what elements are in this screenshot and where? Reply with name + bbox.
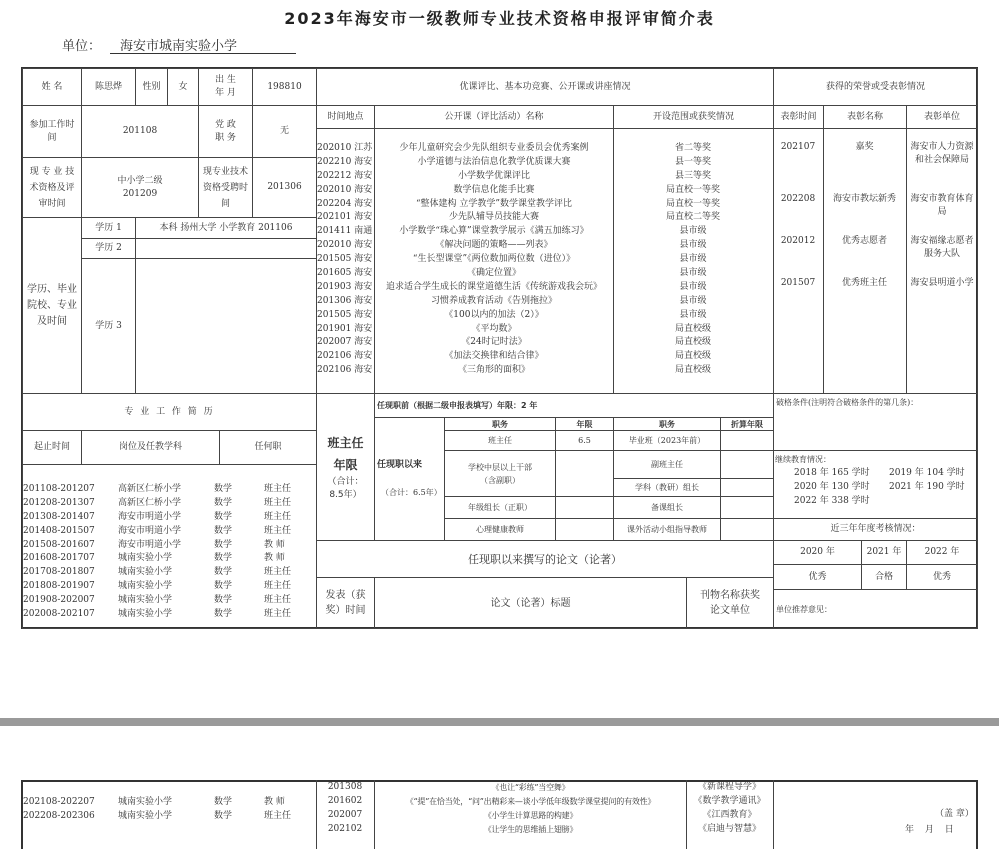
lesson-time: 202010 海安 xyxy=(317,240,373,251)
date-line: 年 月 日 xyxy=(905,825,954,835)
resume-cell: 201308-201407 xyxy=(23,511,95,522)
resume-title: 专 业 工 作 简 历 xyxy=(22,393,317,431)
lesson-row xyxy=(317,253,773,267)
lesson-result: 局直校二等奖 xyxy=(665,212,720,223)
honor-time: 202107 xyxy=(780,142,816,152)
lesson-time: 202010 海安 xyxy=(317,184,373,195)
resume-cell: 城南实验小学 xyxy=(118,595,173,606)
continuing-item: 2021 年 190 学时 xyxy=(889,482,965,492)
recommendation-label: 单位推荐意见： xyxy=(773,589,978,629)
honor-unit: 海安县明道小学 xyxy=(910,278,974,288)
lesson-time: 202106 海安 xyxy=(317,351,373,362)
resume-row xyxy=(23,566,313,580)
resume-cell: 城南实验小学 xyxy=(118,581,173,592)
honors-col-name xyxy=(823,128,907,394)
unit-label: 单位： xyxy=(62,39,102,54)
duty-deputy-head-teacher: 副班主任 xyxy=(613,450,721,479)
gender-value: 女 xyxy=(167,68,199,106)
resume-cell: 教 师 xyxy=(264,797,285,807)
honor-unit: 海安市教育体育局 xyxy=(910,194,974,217)
resume-header-role: 任何职 xyxy=(219,430,317,465)
assessment-result: 优秀 xyxy=(906,564,978,590)
lesson-time: 201605 海安 xyxy=(317,268,373,279)
honor-name: 嘉奖 xyxy=(855,142,874,152)
assessment-result: 合格 xyxy=(861,564,907,590)
grade-leader-years xyxy=(555,496,614,519)
lesson-result: 局直校级 xyxy=(674,337,711,348)
lesson-row xyxy=(317,281,773,295)
lesson-time: 201505 海安 xyxy=(317,309,373,320)
lesson-time: 202101 海安 xyxy=(317,212,373,223)
lesson-row xyxy=(317,309,773,323)
lesson-row xyxy=(317,184,773,198)
honor-time: 202012 xyxy=(780,236,816,246)
paper-title: 《也让“彩练”当空舞》 xyxy=(491,783,570,792)
lesson-result: 县一等奖 xyxy=(674,156,711,167)
paper-journal: 《启迪与智慧》 xyxy=(697,824,761,834)
honor-time: 201507 xyxy=(780,278,816,288)
lesson-result: 县市级 xyxy=(679,295,707,306)
lesson-time: 202010 江苏 xyxy=(317,143,373,153)
lesson-time: 201505 海安 xyxy=(317,254,373,265)
resume-cell: 数学 xyxy=(214,539,233,550)
lesson-result: 县市级 xyxy=(679,309,707,320)
lessons-list xyxy=(317,142,773,378)
lesson-result: 局直校一等奖 xyxy=(665,184,720,195)
lesson-time: 201411 南通 xyxy=(317,226,373,237)
lesson-result: 县三等奖 xyxy=(674,170,711,181)
resume-cell: 高新区仁桥小学 xyxy=(118,497,182,508)
lesson-name: “整体建构 立学教学”数学课堂教学评比 xyxy=(415,198,573,209)
party-value: 无 xyxy=(252,105,317,158)
resume-row xyxy=(23,497,313,511)
lessons-header-time: 时间地点 xyxy=(316,105,375,129)
honors-header-name: 表彰名称 xyxy=(823,105,907,129)
lesson-name: 数学信息化能手比赛 xyxy=(453,184,535,195)
qualification-label: 现 专 业 技术资格及评审时间 xyxy=(22,157,82,218)
education-label: 学历、毕业院校、专业及时间 xyxy=(22,217,82,394)
since-total: （合计：6.5年） xyxy=(381,488,442,497)
resume-cell: 班主任 xyxy=(264,511,292,522)
honors-title: 获得的荣誉或受表彰情况 xyxy=(773,68,978,106)
qualification-cell xyxy=(81,157,199,218)
resume-cell: 数学 xyxy=(214,484,233,494)
resume-cell: 201508-201607 xyxy=(23,539,95,550)
gender-label: 性别 xyxy=(135,68,168,106)
lesson-time: 202204 海安 xyxy=(317,198,373,209)
resume-cell: 班主任 xyxy=(264,497,292,508)
continuing-item: 2022 年 338 学时 xyxy=(794,496,870,506)
edu1-label: 学历 1 xyxy=(81,217,136,239)
years-header: 年限 xyxy=(555,417,614,431)
resume-header-period: 起止时间 xyxy=(22,430,82,465)
document-title: 2023年海安市一级教师专业技术资格申报评审简介表 xyxy=(284,9,715,28)
resume-cell: 高新区仁桥小学 xyxy=(118,484,182,494)
work-start-label: 参加工作时间 xyxy=(22,105,82,158)
continuing-item: 2020 年 130 学时 xyxy=(794,482,870,492)
resume-cell: 城南实验小学 xyxy=(118,797,173,807)
psych-years xyxy=(555,518,614,541)
honors-col-time xyxy=(773,128,824,394)
resume-row xyxy=(23,511,313,525)
resume-cell: 海安市明道小学 xyxy=(118,525,182,536)
resume-cell: 202208-202306 xyxy=(23,810,95,821)
edu2-value xyxy=(135,238,317,259)
lesson-result: 局直校一等奖 xyxy=(665,198,720,209)
resume-cell: 数学 xyxy=(214,609,233,620)
continuing-item: 2019 年 104 学时 xyxy=(889,468,965,478)
lesson-time: 201306 海安 xyxy=(317,295,373,306)
lesson-name: 习惯养成教育活动《告别拖拉》 xyxy=(430,295,557,306)
lesson-time: 202106 海安 xyxy=(317,365,373,376)
resume-cell: 教 师 xyxy=(264,553,285,564)
paper-date: 201308 xyxy=(327,782,363,792)
honors-header-time: 表彰时间 xyxy=(773,105,824,129)
lesson-name: 小学数学“珠心算”课堂教学展示《满五加练习》 xyxy=(399,226,589,237)
resume-cell: 数学 xyxy=(214,567,233,578)
head-teacher-title: 班主任年限 xyxy=(327,436,364,472)
resume-cell: 201108-201207 xyxy=(23,484,95,494)
duty-graduating-class: 毕业班（2023年前） xyxy=(613,430,721,451)
lesson-row xyxy=(317,142,773,156)
duty-header-1: 职务 xyxy=(444,417,556,431)
duty-school-cadre: 学校中层以上干部（含副职） xyxy=(444,450,556,497)
edu3-value xyxy=(135,258,317,394)
lesson-result: 省二等奖 xyxy=(674,143,711,153)
since-cell xyxy=(374,417,445,541)
lesson-name: “生长型课堂”《两位数加两位数（进位）》 xyxy=(412,254,576,265)
head-teacher-cell xyxy=(316,393,375,541)
lesson-name: 《平均数》 xyxy=(471,323,517,334)
resume-row xyxy=(23,483,313,497)
resume-cell: 数学 xyxy=(214,581,233,592)
head-teacher-years: 6.5 xyxy=(555,430,614,451)
edu1-value: 本科 扬州大学 小学教育 201106 xyxy=(135,217,317,239)
resume-cell: 202008-202107 xyxy=(23,609,95,620)
lesson-name: 《24时记时法》 xyxy=(461,337,527,348)
lesson-result: 县市级 xyxy=(679,254,707,265)
resume-cell: 海安市明道小学 xyxy=(118,511,182,522)
resume-cell: 201608-201707 xyxy=(23,553,95,564)
lesson-name: 小学数学优课评比 xyxy=(457,170,530,181)
converted-years-header: 折算年限 xyxy=(720,417,774,431)
papers-header-title: 论文（论著）标题 xyxy=(374,577,687,629)
resume-row xyxy=(23,608,313,622)
resume-cell: 数学 xyxy=(214,553,233,564)
lesson-result: 局直校级 xyxy=(674,323,711,334)
qualification-date: 201209 xyxy=(122,188,158,199)
lesson-row xyxy=(317,336,773,350)
papers-header-journal: 刊物名称获奖论文单位 xyxy=(686,577,774,629)
honor-unit: 海安福缘志愿者服务大队 xyxy=(910,236,974,259)
paper-title: 《“提”在恰当处，“问”出精彩来—谈小学低年级数学课堂提问的有效性》 xyxy=(405,797,656,806)
duty-lesson-prep-leader: 备课组长 xyxy=(613,496,721,519)
resume-cell: 202108-202207 xyxy=(23,797,95,807)
resume-cell: 数学 xyxy=(214,525,233,536)
paper-journal: 《数学教学通讯》 xyxy=(693,796,766,806)
honors-col-unit xyxy=(906,128,978,394)
paper-date: 202102 xyxy=(327,824,363,834)
continuing-education xyxy=(773,450,978,519)
paper-title: 《小学生计算思路的构建》 xyxy=(483,811,578,820)
paper-title: 《让学生的思维插上翅膀》 xyxy=(483,825,578,834)
lesson-row xyxy=(317,364,773,378)
lesson-name: 《100以内的加法（2）》 xyxy=(444,309,544,320)
lesson-name: 少年儿童研究会少先队组织专业委员会优秀案例 xyxy=(399,143,589,153)
converted-years-5 xyxy=(720,518,774,541)
honor-name: 优秀志愿者 xyxy=(841,236,887,246)
converted-years-3 xyxy=(720,478,774,497)
resume-cell: 数学 xyxy=(214,595,233,606)
lesson-result: 县市级 xyxy=(679,226,707,237)
lesson-name: 《解决问题的策略——列表》 xyxy=(435,240,553,251)
hire-value: 201306 xyxy=(252,157,317,218)
edu2-label: 学历 2 xyxy=(81,238,136,259)
lesson-name: 小学道德与法治信息化教学优质课大赛 xyxy=(417,156,571,167)
resume-row xyxy=(23,580,313,594)
papers-header-time: 发表（获奖）时间 xyxy=(316,577,375,629)
lesson-row xyxy=(317,211,773,225)
honor-unit: 海安市人力资源和社会保障局 xyxy=(910,142,974,165)
lesson-time: 201901 海安 xyxy=(317,323,373,334)
paper-journal: 《江西教育》 xyxy=(702,810,757,820)
page-separator xyxy=(0,718,999,726)
honors-header-unit: 表彰单位 xyxy=(906,105,978,129)
assessment-year: 2020 年 xyxy=(773,540,862,565)
since-label: 任现职以来 xyxy=(377,460,423,470)
lesson-time: 202210 海安 xyxy=(317,156,373,167)
head-teacher-total: （合计：8.5年） xyxy=(327,477,364,500)
qualification-value: 中小学二级 xyxy=(117,175,163,186)
party-label: 党 政 职 务 xyxy=(198,105,253,158)
lesson-name: 《三角形的面积》 xyxy=(457,365,530,376)
duty-activity-instructor: 课外活动小组指导教师 xyxy=(613,518,721,541)
converted-years-2 xyxy=(720,450,774,479)
resume-cell: 班主任 xyxy=(264,609,292,620)
resume-cell: 城南实验小学 xyxy=(118,609,173,620)
resume-cell: 海安市明道小学 xyxy=(118,539,182,550)
papers-title: 任现职以来撰写的论文（论著） xyxy=(316,540,774,578)
duty-grade-leader: 年级组长（正职） xyxy=(444,496,556,519)
resume-list-continued xyxy=(23,796,313,824)
work-start-value: 201108 xyxy=(81,105,199,158)
resume-header-post: 岗位及任教学科 xyxy=(81,430,220,465)
birth-label: 出 生 年 月 xyxy=(198,68,253,106)
lesson-row xyxy=(317,267,773,281)
resume-cell: 数学 xyxy=(214,810,233,821)
converted-years-1 xyxy=(720,430,774,451)
resume-list xyxy=(23,483,313,622)
lesson-row xyxy=(317,198,773,212)
lesson-row xyxy=(317,350,773,364)
lesson-name: 少先队辅导员技能大赛 xyxy=(448,212,539,223)
lesson-result: 县市级 xyxy=(679,281,707,292)
resume-cell: 数学 xyxy=(214,797,233,807)
lesson-name: 《加法交换律和结合律》 xyxy=(444,351,544,362)
resume-cell: 班主任 xyxy=(264,581,292,592)
lesson-result: 局直校级 xyxy=(674,351,711,362)
paper-date: 202007 xyxy=(327,810,363,820)
assessment-result: 优秀 xyxy=(773,564,862,590)
hire-label: 现专业技术资格受聘时间 xyxy=(198,157,253,218)
divider xyxy=(773,780,774,849)
lesson-time: 201903 海安 xyxy=(317,281,373,292)
resume-row xyxy=(23,552,313,566)
duty-header-2: 职务 xyxy=(613,417,721,431)
continuing-item: 2018 年 165 学时 xyxy=(794,468,870,478)
lesson-row xyxy=(317,156,773,170)
resume-cell: 城南实验小学 xyxy=(118,567,173,578)
assessment-label: 近三年年度考核情况： xyxy=(773,518,978,541)
duty-psych-teacher: 心理健康教师 xyxy=(444,518,556,541)
lesson-row xyxy=(317,295,773,309)
name-label: 姓 名 xyxy=(22,68,82,106)
lesson-name: 追求适合学生成长的课堂道德生活《传统游戏我会玩》 xyxy=(385,281,602,292)
lesson-row xyxy=(317,225,773,239)
resume-cell: 201708-201807 xyxy=(23,567,95,578)
resume-cell: 班主任 xyxy=(264,567,292,578)
name-value: 陈思烨 xyxy=(81,68,136,106)
resume-row xyxy=(23,796,313,810)
resume-cell: 201408-201507 xyxy=(23,525,95,536)
resume-row xyxy=(23,525,313,539)
lessons-header-name: 公开课（评比活动）名称 xyxy=(374,105,614,129)
resume-row xyxy=(23,539,313,553)
birth-value: 198810 xyxy=(252,68,317,106)
resume-row xyxy=(23,594,313,608)
cadre-years xyxy=(555,450,614,497)
lesson-time: 202007 海安 xyxy=(317,337,373,348)
lesson-row xyxy=(317,170,773,184)
lesson-time: 202212 海安 xyxy=(317,170,373,181)
lessons-header-result: 开设范围或获奖情况 xyxy=(613,105,774,129)
lesson-result: 县市级 xyxy=(679,240,707,251)
resume-cell: 201908-202007 xyxy=(23,595,95,606)
converted-years-4 xyxy=(720,496,774,519)
honor-name: 海安市教坛新秀 xyxy=(832,194,896,204)
exception-conditions: 破格条件(注明符合破格条件的第几条)： xyxy=(773,393,978,451)
resume-cell: 班主任 xyxy=(264,595,292,606)
resume-cell: 数学 xyxy=(214,497,233,508)
resume-cell: 班主任 xyxy=(264,525,292,536)
lesson-row xyxy=(317,323,773,337)
assessment-year: 2022 年 xyxy=(906,540,978,565)
resume-cell: 城南实验小学 xyxy=(118,553,173,564)
duty-head-teacher: 班主任 xyxy=(444,430,556,451)
lesson-result: 县市级 xyxy=(679,268,707,279)
resume-cell: 数学 xyxy=(214,511,233,522)
resume-cell: 教 师 xyxy=(264,539,285,550)
resume-cell: 201808-201907 xyxy=(23,581,95,592)
stamp-label: （盖 章） xyxy=(935,809,974,819)
before-years: 任现职前（根据二级申报表填写）年限：2 年 xyxy=(374,393,774,418)
honor-time: 202208 xyxy=(780,194,816,204)
lessons-title: 优课评比、基本功竞赛、公开课或讲座情况 xyxy=(316,68,774,106)
assessment-year: 2021 年 xyxy=(861,540,907,565)
duty-subject-leader: 学科（教研）组长 xyxy=(613,478,721,497)
resume-cell: 201208-201307 xyxy=(23,497,95,508)
resume-cell: 城南实验小学 xyxy=(118,810,173,821)
resume-cell: 班主任 xyxy=(264,810,292,821)
continuing-label: 继续教育情况： xyxy=(775,455,831,464)
lesson-result: 局直校级 xyxy=(674,365,711,376)
paper-journal: 《新课程导学》 xyxy=(697,782,761,792)
edu3-label: 学历 3 xyxy=(81,258,136,394)
honor-name: 优秀班主任 xyxy=(841,278,887,288)
unit-value: 海安市城南实验小学 xyxy=(110,40,296,54)
lesson-row xyxy=(317,239,773,253)
resume-row xyxy=(23,810,313,824)
lesson-name: 《确定位置》 xyxy=(466,268,521,279)
paper-date: 201602 xyxy=(327,796,363,806)
resume-cell: 班主任 xyxy=(264,484,292,494)
